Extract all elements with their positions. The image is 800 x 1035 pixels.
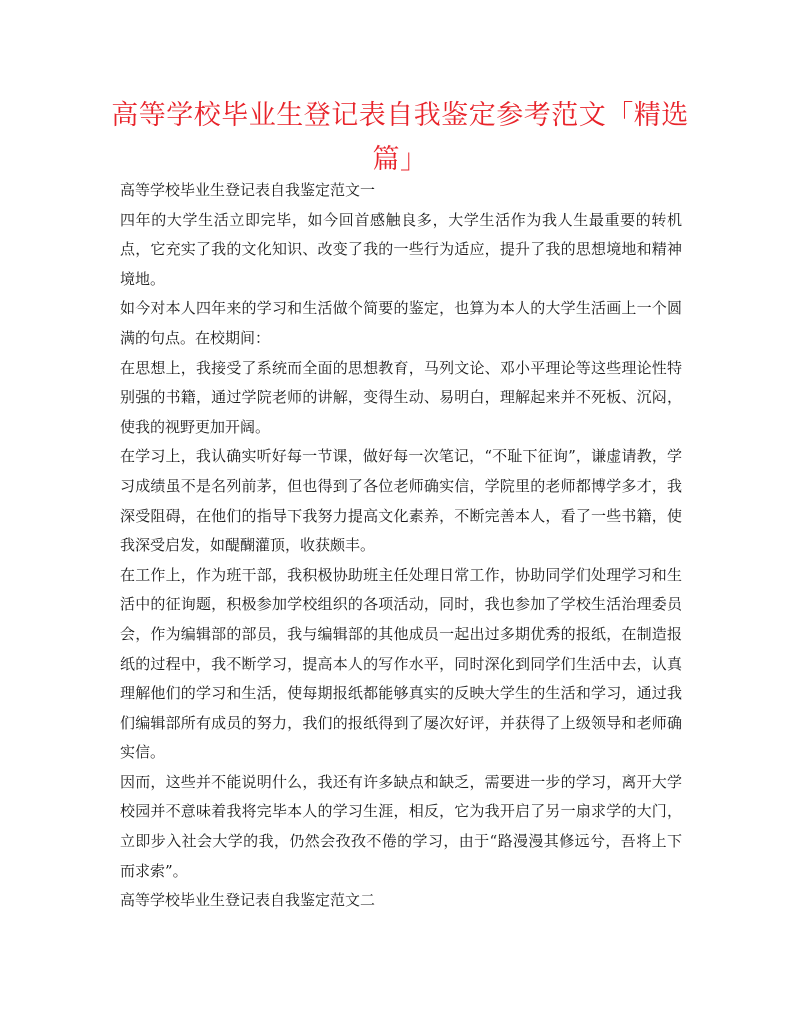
section-heading-2: 高等学校毕业生登记表自我鉴定范文二: [120, 891, 376, 910]
section-heading-1: 高等学校毕业生登记表自我鉴定范文一: [120, 181, 376, 199]
paragraph-thought: 在思想上，我接受了系统而全面的思想教育，马列文论、邓小平理论等这些理论性特别强的书籍，通过学院老师的讲解，变得生动、易明白，理解起来并不死板、沉闷，使我的视野更加开阔。: [120, 358, 682, 436]
document-title: 高等学校毕业生登记表自我鉴定参考范文「精选篇」: [111, 100, 689, 175]
document-body: [120, 176, 682, 916]
paragraph-intro: 四年的大学生活立即完毕，如今回首感触良多，大学生活作为我人生最重要的转机点，它充实了我的文化知识、改变了我的一些行为适应，提升了我的思想境地和精神境地。: [120, 210, 682, 288]
paragraph-summary: 如今对本人四年来的学习和生活做个简要的鉴定，也算为本人的大学生活画上一个圆满的句点。在校期间：: [120, 299, 682, 347]
paragraph-study: 在学习上，我认确实听好每一节课，做好每一次笔记，“不耻下征询”，谦虚请教，学习成绩虽不是名列前茅，但也得到了各位老师确实信，学院里的老师都博学多才，我深受阻碍，在他们的指导下我努力提高文化素养，不断完善本人，看了一些书籍，使我深受启发，如醍醐灌顶，收获颇丰。: [120, 447, 682, 555]
paragraph-work: 在工作上，作为班干部，我积极协助班主任处理日常工作，协助同学们处理学习和生活中的征询题，积极参加学校组织的各项活动，同时，我也参加了学校生活治理委员会，作为编辑部的部员，我与编辑部的其他成员一起出过多期优秀的报纸，在制造报纸的过程中，我不断学习，提高本人的写作水平，同时深化到同学们生活中去，认真理解他们的学习和生活，使每期报纸都能够真实的反映大学生的生活和学习，通过我们编辑部所有成员的努力，我们的报纸得到了屡次好评，并获得了上级领导和老师确实信。: [120, 565, 682, 762]
paragraph-conclusion: 因而，这些并不能说明什么，我还有许多缺点和缺乏，需要进一步的学习，离开大学校园并不意味着我将完毕本人的学习生涯，相反，它为我开启了另一扇求学的大门，立即步入社会大学的我，仍然会孜孜不倦的学习，由于“路漫漫其修远兮，吾将上下而求索”。: [120, 772, 682, 880]
